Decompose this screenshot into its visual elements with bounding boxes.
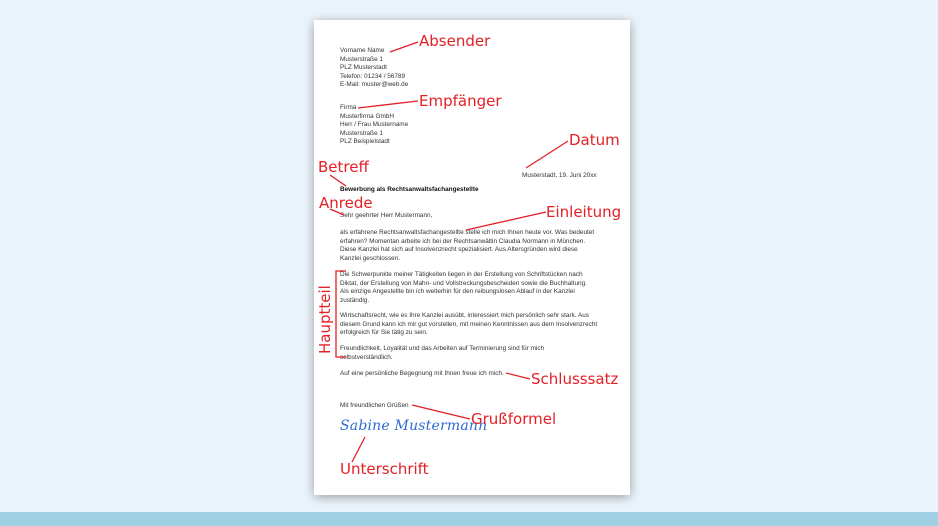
recipient-line: Musterstraße 1	[340, 129, 383, 137]
sender-line: Vorname Name	[340, 47, 385, 54]
main-line: Diktat, der Erstellung von Mahn- und Vollstreckungsbescheiden sowie die Buchhaltung.	[340, 279, 587, 287]
label-empfaenger: Empfänger	[419, 92, 502, 110]
intro-line: erfahren? Momentan arbeite ich bei der Rechtsanwältin Claudia Normann in München.	[340, 237, 586, 245]
bottom-band	[0, 512, 938, 526]
recipient-line: PLZ Beispielstadt	[340, 138, 390, 145]
label-hauptteil: Hauptteil	[316, 285, 334, 354]
intro-line: Diese Kanzlei hat sich auf Insolvenzrecht spezialisiert. Aus Altersgründen wird diese	[340, 246, 578, 253]
label-betreff: Betreff	[318, 158, 369, 176]
intro-line: Kanzlei geschlossen.	[340, 254, 401, 262]
letter-salutation: Sehr geehrter Herr Mustermann,	[340, 212, 433, 219]
closing-sentence: Auf eine persönliche Begegnung mit Ihnen freue ich mich.	[340, 370, 504, 377]
signature: Sabine Mustermann	[340, 418, 488, 434]
label-unterschrift: Unterschrift	[340, 460, 429, 478]
letter-date: Musterstadt, 19. Juni 20xx	[522, 172, 597, 179]
label-einleitung: Einleitung	[546, 203, 622, 221]
label-absender: Absender	[419, 32, 491, 50]
main-line: Freundlichkeit, Loyalität und das Arbeiten auf Terminierung sind für mich	[340, 345, 545, 352]
letter-subject: Bewerbung als Rechtsanwaltsfachangestellte	[340, 186, 479, 193]
main-line: diesem Grund kann ich mir gut vorstellen, mit meinen Kenntnissen aus dem Insolvenzrecht	[340, 320, 598, 328]
main-line: selbstverständlich.	[340, 353, 393, 361]
recipient-line: Firma	[340, 104, 357, 111]
main-line: Die Schwerpunkte meiner Tätigkeiten liegen in der Erstellung von Schriftstücken nach	[340, 271, 583, 278]
sender-line: PLZ Musterstadt	[340, 64, 387, 71]
label-anrede: Anrede	[319, 194, 373, 212]
closing-greeting: Mit freundlichen Grüßen	[340, 402, 409, 409]
main-line: erfolgreich für Sie tätig zu sein.	[340, 329, 428, 336]
label-schlusssatz: Schlusssatz	[531, 370, 619, 388]
sender-line: Musterstraße 1	[340, 55, 383, 63]
main-line: Wirtschaftsrecht, wie es Ihre Kanzlei ausübt, interessiert mich persönlich sehr stark. Aus	[340, 312, 589, 319]
label-datum: Datum	[569, 131, 620, 149]
main-line: Als einzige Angestellte bin ich weiterhin für den reibungslosen Ablauf in der Kanzlei	[340, 288, 575, 295]
recipient-line: Herr / Frau Mustername	[340, 121, 409, 128]
sender-line: Telefon: 01234 / 56789	[340, 72, 406, 80]
intro-line: als erfahrene Rechtsanwaltsfachangestellte stelle ich mich Ihnen heute vor. Was bedeutet	[340, 229, 595, 236]
recipient-line: Musterfirma GmbH	[340, 112, 394, 120]
sender-line: E-Mail: muster@web.de	[340, 81, 409, 88]
main-line: zuständig.	[340, 296, 370, 304]
label-grussformel: Grußformel	[471, 410, 557, 428]
